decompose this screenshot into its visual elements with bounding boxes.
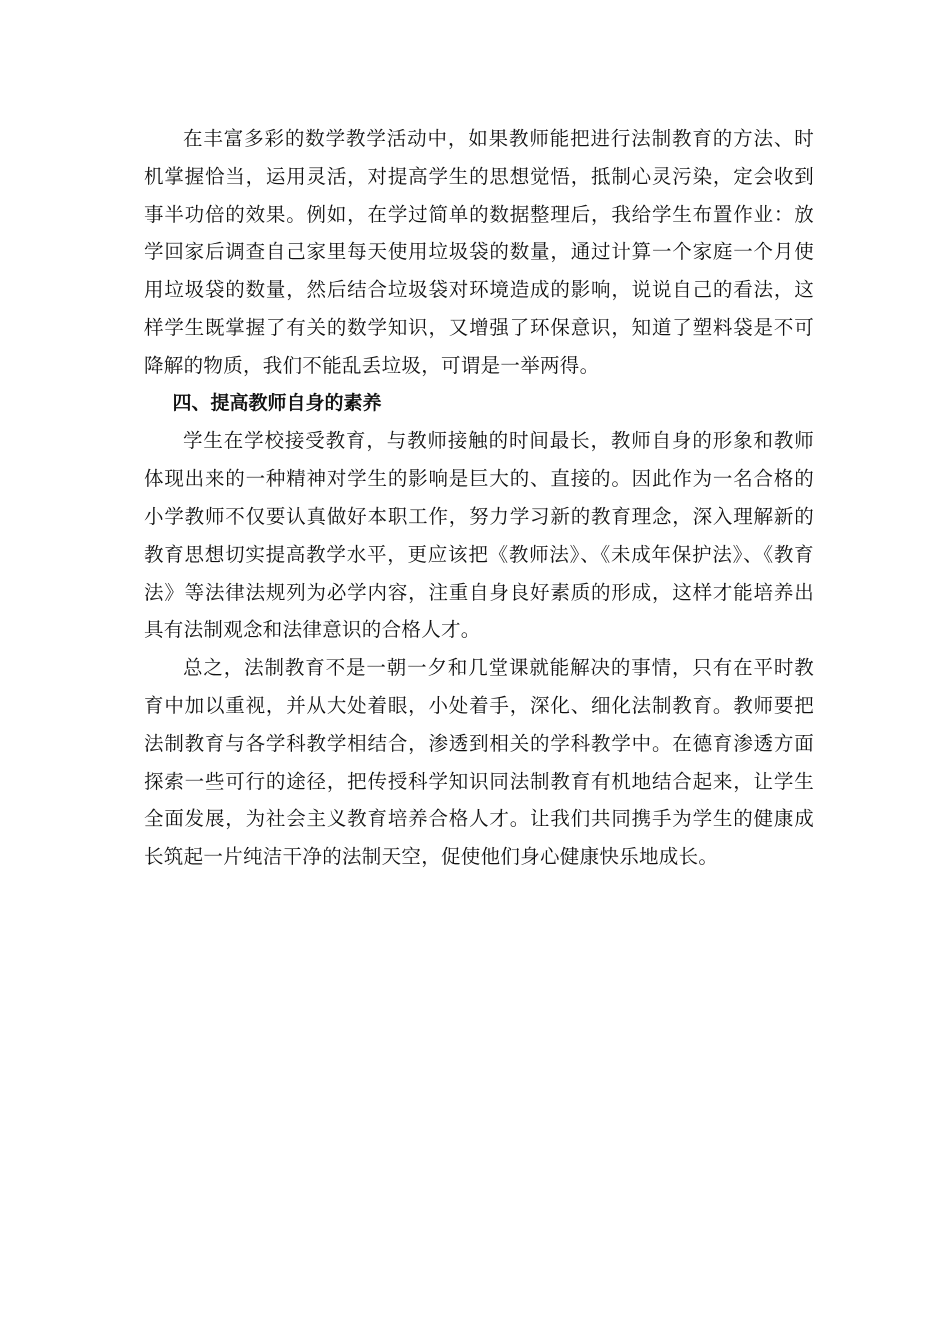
paragraph-teacher-quality: 学生在学校接受教育，与教师接触的时间最长，教师自身的形象和教师体现出来的一种精神对学生的影响是巨大的、直接的。因此作为一名合格的小学教师不仅要认真做好本职工作，努力学习新的教育理念，深入理解新的教育思想切实提高教学水平，更应该把《教师法》、《未成年保护法》、《教育法》等法律法规列为必学内容，注重自身良好素质的形成，这样才能培养出具有法制观念和法律意识的合格人才。 (144, 429, 814, 642)
paragraph-conclusion: 总之，法制教育不是一朝一夕和几堂课就能解决的事情，只有在平时教育中加以重视，并从大处着眼，小处着手，深化、细化法制教育。教师要把法制教育与各学科教学相结合，渗透到相关的学科教学中。在德育渗透方面探索一些可行的途径，把传授科学知识同法制教育有机地结合起来，让学生全面发展，为社会主义教育培养合格人才。让我们共同携手为学生的健康成长筑起一片纯洁干净的法制天空，促使他们身心健康快乐地成长。 (144, 656, 814, 869)
section-heading: 四、提高教师自身的素养 (172, 391, 382, 414)
document-page (144, 120, 814, 876)
paragraph-math-activities: 在丰富多彩的数学教学活动中，如果教师能把进行法制教育的方法、时机掌握恰当，运用灵活，对提高学生的思想觉悟，抵制心灵污染，定会收到事半功倍的效果。例如，在学过简单的数据整理后，我给学生布置作业：放学回家后调查自己家里每天使用垃圾袋的数量，通过计算一个家庭一个月使用垃圾袋的数量，然后结合垃圾袋对环境造成的影响，说说自己的看法，这样学生既掌握了有关的数学知识，又增强了环保意识，知道了塑料袋是不可降解的物质，我们不能乱丢垃圾，可谓是一举两得。 (144, 127, 814, 377)
